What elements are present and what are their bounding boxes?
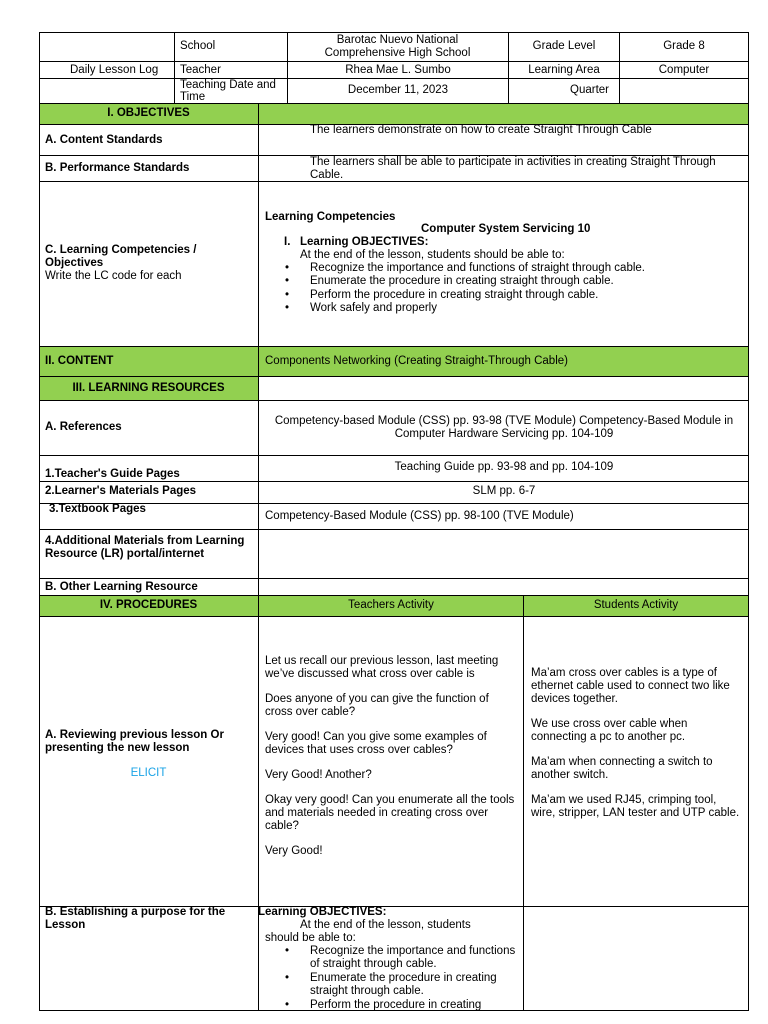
lc-objectives-intro: At the end of the lesson, students should be able to: <box>300 249 565 261</box>
textbook-value: Competency-Based Module (CSS) pp. 98-100 (TVE Module) <box>265 510 574 522</box>
student-line: Ma’am when connecting a switch to another switch. <box>531 756 713 781</box>
teacher-value: Rhea Mae L. Sumbo <box>345 64 451 76</box>
student-line: Ma’am we used RJ45, crimping tool, wire, stripper, LAN tester and UTP cable. <box>531 794 740 819</box>
procedures-heading: IV. PROCEDURES <box>99 599 198 611</box>
purpose-objective-item: • Perform the procedure in creating <box>264 999 518 1012</box>
lc-objectives-number: I. <box>284 236 291 248</box>
students-activity-header: Students Activity <box>593 599 679 611</box>
grade-level-value: Grade 8 <box>663 40 705 52</box>
teacher-line: Okay very good! Can you enumerate all the tools and materials needed in creating cross over cable? <box>265 794 515 832</box>
elicit-tag: ELICIT <box>130 767 167 779</box>
teacher-activity-a <box>265 655 515 870</box>
teacher-line: Let us recall our previous lesson, last meeting we’ve discussed what cross over cable is <box>265 655 499 680</box>
purpose-intro-text: At the end of the lesson, students should be able to: <box>265 919 471 944</box>
teachers-activity-header: Teachers Activity <box>348 599 434 611</box>
lc-title: Learning Competencies <box>265 211 396 223</box>
resources-heading: III. LEARNING RESOURCES <box>72 382 225 394</box>
references-label: A. References <box>45 421 122 433</box>
teacher-line: Very Good! Another? <box>265 769 372 781</box>
teachers-guide-label: 1.Teacher's Guide Pages <box>45 468 180 480</box>
lc-objective-item: • Enumerate the procedure in creating straight through cable. <box>264 275 734 288</box>
content-standards-label: A. Content Standards <box>45 134 163 146</box>
content-standards-value: The learners demonstrate on how to create Straight Through Cable <box>310 124 652 136</box>
student-line: We use cross over cable when connecting a pc to another pc. <box>531 718 688 743</box>
learning-competencies-label: C. Learning Competencies / Objectives <box>45 244 197 269</box>
learners-materials-value: SLM pp. 6-7 <box>472 485 536 497</box>
teachers-guide-value: Teaching Guide pp. 93-98 and pp. 104-109 <box>394 461 614 473</box>
student-line: Ma’am cross over cables is a type of ethernet cable used to connect two like devices together. <box>531 667 730 705</box>
teacher-label: Teacher <box>180 64 221 76</box>
lc-objectives-list <box>264 262 734 316</box>
learning-competencies-sub: Write the LC code for each <box>45 270 182 282</box>
purpose-objectives-heading: Learning OBJECTIVES: <box>258 906 387 918</box>
lc-objective-item: • Perform the procedure in creating straight through cable. <box>264 289 734 302</box>
teacher-line: Very Good! <box>265 845 323 857</box>
content-heading: II. CONTENT <box>45 355 114 367</box>
teaching-date-label: Teaching Date and Time <box>180 79 276 103</box>
learning-area-label: Learning Area <box>528 64 600 76</box>
purpose-objective-item: • Enumerate the procedure in creating straight through cable. <box>264 972 518 999</box>
student-activity-a <box>531 667 743 832</box>
teacher-line: Does anyone of you can give the function of cross over cable? <box>265 693 489 718</box>
school-value: Barotac Nuevo National Comprehensive High School <box>324 34 471 59</box>
lc-objectives-heading: Learning OBJECTIVES: <box>300 236 429 248</box>
lc-objective-item: • Recognize the importance and functions of straight through cable. <box>264 262 734 275</box>
objectives-heading: I. OBJECTIVES <box>107 107 190 119</box>
textbook-label: 3.Textbook Pages <box>49 503 146 515</box>
lc-objective-item: • Work safely and properly <box>264 302 734 315</box>
content-value: Components Networking (Creating Straight-Through Cable) <box>265 355 568 367</box>
reviewing-lesson-label: A. Reviewing previous lesson Or presenting the new lesson <box>45 729 224 754</box>
other-resource-label: B. Other Learning Resource <box>45 581 198 593</box>
performance-standards-value: The learners shall be able to participate in activities in creating Straight Through Cable. <box>310 156 716 181</box>
performance-standards-label: B. Performance Standards <box>45 162 190 174</box>
purpose-objective-item: • Recognize the importance and functions of straight through cable. <box>264 945 518 972</box>
references-value: Competency-based Module (CSS) pp. 93-98 (TVE Module) Competency-Based Module in Computer Hardware Servicing pp. 104-109 <box>274 415 734 440</box>
grade-level-label: Grade Level <box>532 40 596 52</box>
additional-materials-label: 4.Additional Materials from Learning Resource (LR) portal/internet <box>45 535 245 560</box>
purpose-label: B. Establishing a purpose for the Lesson <box>45 906 226 931</box>
purpose-objectives-intro <box>265 919 495 945</box>
teaching-date-value: December 11, 2023 <box>347 84 449 96</box>
quarter-label: Quarter <box>570 84 609 96</box>
purpose-objectives-list <box>264 945 518 1012</box>
daily-lesson-log-title: Daily Lesson Log <box>70 64 159 76</box>
learners-materials-label: 2.Learner's Materials Pages <box>45 485 197 497</box>
school-label: School <box>180 40 216 52</box>
teacher-line: Very good! Can you give some examples of devices that uses cross over cables? <box>265 731 487 756</box>
learning-area-value: Computer <box>658 64 710 76</box>
lc-course: Computer System Servicing 10 <box>421 223 591 235</box>
